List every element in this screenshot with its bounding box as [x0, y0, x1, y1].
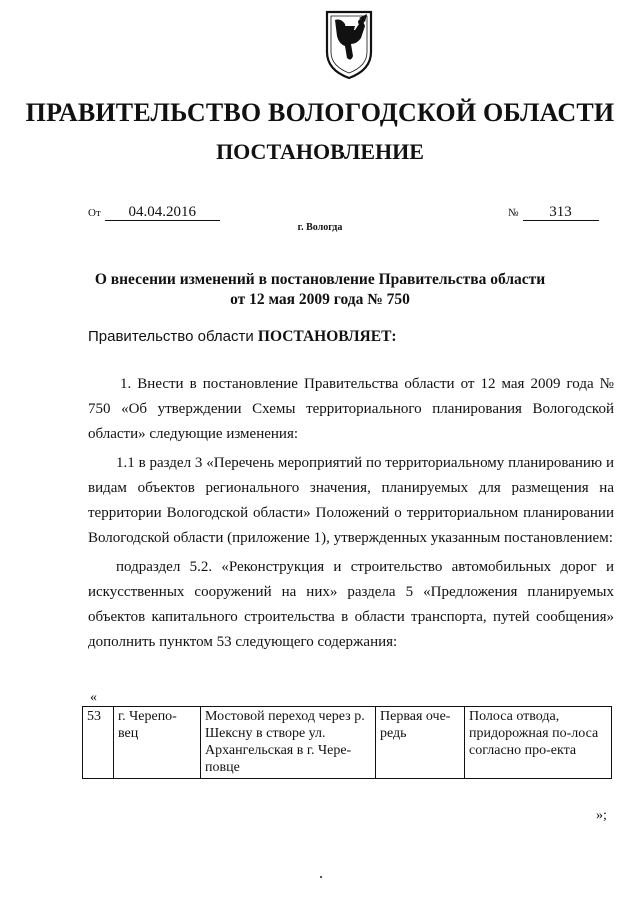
paragraph-3: подраздел 5.2. «Реконструкция и строительство автомобильных дорог и искусственных сооружений на них» раздела 5 «Предложения планируемых объектов капитального строительства в области транспорта, путей сообщения» дополнить пунктом 53 следующего содержания: [88, 559, 614, 650]
cell-object: Мостовой переход через р. Шексну в створе ул. Архангельская в г. Чере-повце [201, 707, 376, 779]
number-label: № [508, 207, 519, 219]
table-close-quote: »; [596, 808, 607, 823]
table-row [83, 707, 612, 779]
cell-location: г. Черепо-вец [114, 707, 201, 779]
date-label: От [88, 207, 101, 219]
table-open-quote: « [90, 690, 97, 705]
subject-line-2: от 12 мая 2009 года № 750 [230, 291, 410, 308]
date-line [88, 204, 220, 221]
cell-stage: Первая оче-редь [376, 707, 465, 779]
city-name: г. Вологда [297, 222, 343, 233]
amendment-table [82, 706, 612, 779]
organization-title: ПРАВИТЕЛЬСТВО ВОЛОГОДСКОЙ ОБЛАСТИ [25, 98, 615, 127]
paragraph-1: 1. Внести в постановление Правительства области от 12 мая 2009 года № 750 «Об утверждении Схемы территориального планирования Вологодской области» следующие изменения: [88, 376, 614, 442]
subject-line-1: О внесении изменений в постановление Правительства области [94, 271, 546, 288]
resolves-prefix: Правительство области [88, 328, 254, 345]
document-type-title: ПОСТАНОВЛЕНИЕ [216, 139, 424, 164]
document-subject [0, 270, 640, 310]
resolves-verb: ПОСТАНОВЛЯЕТ: [257, 328, 397, 345]
document-number: 313 [523, 204, 599, 221]
cell-zone: Полоса отвода, придорожная по-лоса согласно про-екта [465, 707, 612, 779]
number-line [508, 204, 599, 221]
document-body [88, 372, 614, 659]
page-dot-mark [320, 876, 322, 878]
coat-of-arms-emblem [321, 8, 377, 82]
paragraph-2: 1.1 в раздел 3 «Перечень мероприятий по территориальному планированию и видам объектов регионального значения, планируемых для размещения на территории Вологодской области» Положений о территориальном планировании Вологодской области (приложение 1), утвержденных указанным постановлением: [88, 455, 614, 546]
cell-number: 53 [83, 707, 114, 779]
document-date: 04.04.2016 [105, 204, 220, 221]
resolves-line [88, 328, 397, 346]
